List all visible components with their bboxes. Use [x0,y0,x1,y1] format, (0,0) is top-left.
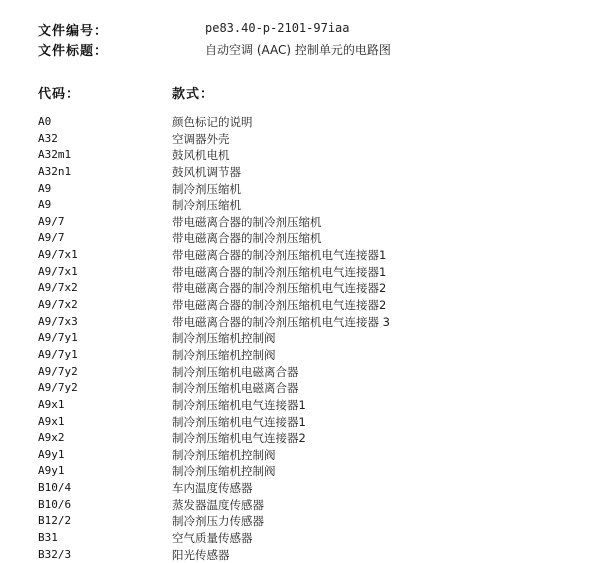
item-code: A9/7x2 [38,281,78,295]
code-list [0,114,600,563]
item-code: A32m1 [38,148,72,162]
item-description: 制冷剂压缩机电磁离合器 [172,364,299,379]
item-code: A9/7x1 [38,248,78,262]
item-code: A32 [38,131,58,145]
item-code: A9x1 [38,397,65,411]
list-item [0,247,600,264]
list-item [0,380,600,397]
item-description: 颜色标记的说明 [172,115,253,129]
item-description: 制冷剂压缩机电磁离合器 [172,381,299,396]
item-code: A9/7x1 [38,264,78,278]
item-description: 制冷剂压缩机控制阀 [172,347,276,362]
list-item [0,430,600,447]
item-code: A9 [38,181,52,195]
item-code: A9y1 [38,447,65,461]
item-code: B10/4 [38,481,72,495]
list-item [0,230,600,247]
list-item [0,447,600,464]
item-description: 鼓风机电机 [172,148,230,163]
item-description: 鼓风机调节器 [172,164,241,179]
list-item [0,364,600,381]
item-description: 带电磁离合器的制冷剂压缩机电气连接器 3 [172,314,390,329]
item-description: 制冷剂压缩机电气连接器2 [172,431,306,446]
list-item [0,114,600,131]
item-code: A9x2 [38,431,65,445]
item-description: 制冷剂压缩机电气连接器1 [172,397,306,412]
item-code: A9/7 [38,231,65,245]
list-item [0,530,600,547]
list-item [0,280,600,297]
item-code: B31 [38,531,58,545]
item-description: 阳光传感器 [172,547,230,562]
style-column-header: 款式： [172,87,215,102]
code-column-header: 代码： [38,87,81,102]
list-item [0,480,600,497]
item-description: 带电磁离合器的制冷剂压缩机 [172,231,322,246]
item-code: A9x1 [38,414,65,428]
item-description: 车内温度传感器 [172,481,253,496]
item-code: A9/7y1 [38,347,78,361]
item-code: A9/7y1 [38,331,78,345]
list-item [0,414,600,431]
item-code: A9/7y2 [38,381,78,395]
list-item [0,214,600,231]
file-number-value: pe83.40-p-2101-97iaa [205,21,350,35]
item-description: 空气质量传感器 [172,531,253,546]
item-code: A32n1 [38,164,72,178]
item-description: 带电磁离合器的制冷剂压缩机电气连接器1 [172,248,387,263]
list-item [0,131,600,148]
item-description: 制冷剂压力传感器 [172,514,264,529]
list-item [0,547,600,563]
item-code: A9y1 [38,464,65,478]
file-title-value: 自动空调 (AAC) 控制单元的电路图 [205,43,391,57]
list-item [0,197,600,214]
item-code: A9/7 [38,214,65,228]
item-code: A9/7x2 [38,298,78,312]
item-code: B32/3 [38,547,72,561]
file-number-label: 文件编号： [38,24,109,39]
item-description: 带电磁离合器的制冷剂压缩机电气连接器2 [172,298,387,313]
list-item [0,264,600,281]
list-item [0,463,600,480]
list-item [0,397,600,414]
item-code: B12/2 [38,514,72,528]
list-item [0,497,600,514]
item-description: 带电磁离合器的制冷剂压缩机电气连接器2 [172,281,387,296]
list-item [0,330,600,347]
item-description: 空调器外壳 [172,131,230,146]
item-description: 制冷剂压缩机控制阀 [172,331,276,346]
item-description: 制冷剂压缩机控制阀 [172,447,276,462]
item-code: B10/6 [38,497,72,511]
item-description: 制冷剂压缩机控制阀 [172,464,276,479]
item-description: 制冷剂压缩机 [172,181,241,196]
item-description: 制冷剂压缩机 [172,198,241,213]
item-code: A9/7x3 [38,314,78,328]
item-code: A9 [38,198,52,212]
file-title-label: 文件标题： [38,44,109,59]
item-description: 带电磁离合器的制冷剂压缩机电气连接器1 [172,264,387,279]
item-description: 带电磁离合器的制冷剂压缩机 [172,214,322,229]
item-description: 制冷剂压缩机电气连接器1 [172,414,306,429]
list-item [0,181,600,198]
item-code: A0 [38,115,52,128]
list-item [0,347,600,364]
list-item [0,164,600,181]
list-item [0,314,600,331]
item-code: A9/7y2 [38,364,78,378]
item-description: 蒸发器温度传感器 [172,497,264,512]
list-item [0,513,600,530]
list-item [0,147,600,164]
list-item [0,297,600,314]
